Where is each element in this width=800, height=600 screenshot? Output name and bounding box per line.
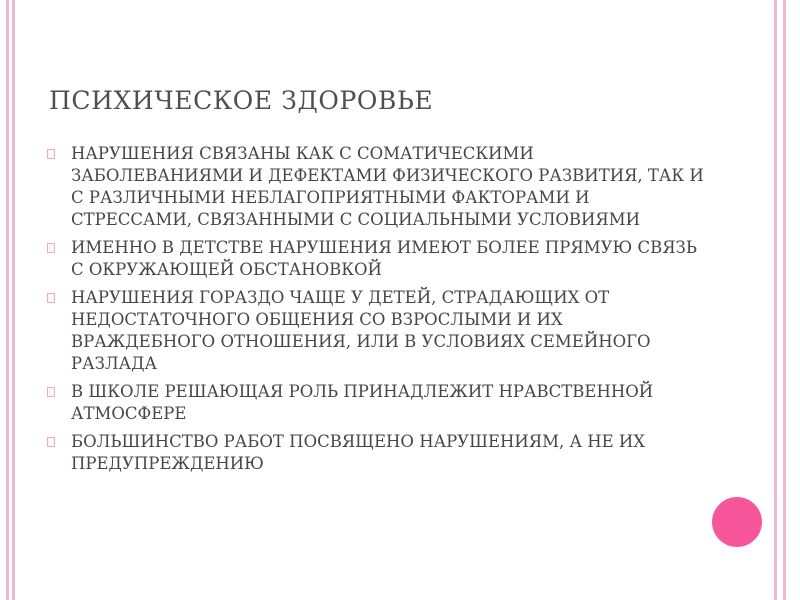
bullet-item	[47, 431, 707, 475]
left-border-rule	[6, 0, 9, 600]
square-bullet-icon	[47, 387, 55, 397]
square-bullet-icon	[47, 293, 55, 303]
bullet-text: НАРУШЕНИЯ ГОРАЗДО ЧАЩЕ У ДЕТЕЙ, СТРАДАЮЩИХ ОТ НЕДОСТАТОЧНОГО ОБЩЕНИЯ СО ВЗРОСЛЫМИ И ИХ ВРАЖДЕБНОГО ОТНОШЕНИЯ, ИЛИ В УСЛОВИЯХ СЕМЕЙНОГО РАЗЛАДА	[71, 288, 651, 373]
bullet-list	[47, 143, 707, 481]
square-bullet-icon	[47, 437, 55, 447]
bullet-item	[47, 287, 707, 375]
square-bullet-icon	[47, 243, 55, 253]
right-border-rule	[774, 0, 777, 600]
left-border-rule	[12, 0, 15, 600]
bullet-text: НАРУШЕНИЯ СВЯЗАНЫ КАК С СОМАТИЧЕСКИМИ ЗАБОЛЕВАНИЯМИ И ДЕФЕКТАМИ ФИЗИЧЕСКОГО РАЗВИТИЯ, ТАК И С РАЗЛИЧНЫМИ НЕБЛАГОПРИЯТНЫМИ ФАКТОРАМИ И СТРЕССАМИ, СВЯЗАННЫМИ С СОЦИАЛЬНЫМИ УСЛОВИЯМИ	[71, 144, 704, 229]
square-bullet-icon	[47, 149, 55, 159]
bullet-item	[47, 143, 707, 231]
bullet-text: В ШКОЛЕ РЕШАЮЩАЯ РОЛЬ ПРИНАДЛЕЖИТ НРАВСТВЕННОЙ АТМОСФЕРЕ	[71, 382, 654, 423]
pink-circle-decoration	[712, 497, 762, 547]
bullet-item	[47, 381, 707, 425]
right-border-rule	[783, 0, 786, 600]
slide-title: ПСИХИЧЕСКОЕ ЗДОРОВЬЕ	[49, 86, 434, 115]
bullet-item	[47, 237, 707, 281]
bullet-text: БОЛЬШИНСТВО РАБОТ ПОСВЯЩЕНО НАРУШЕНИЯМ, А НЕ ИХ ПРЕДУПРЕЖДЕНИЮ	[71, 432, 646, 473]
bullet-text: ИМЕННО В ДЕТСТВЕ НАРУШЕНИЯ ИМЕЮТ БОЛЕЕ ПРЯМУЮ СВЯЗЬ С ОКРУЖАЮЩЕЙ ОБСТАНОВКОЙ	[71, 238, 697, 279]
